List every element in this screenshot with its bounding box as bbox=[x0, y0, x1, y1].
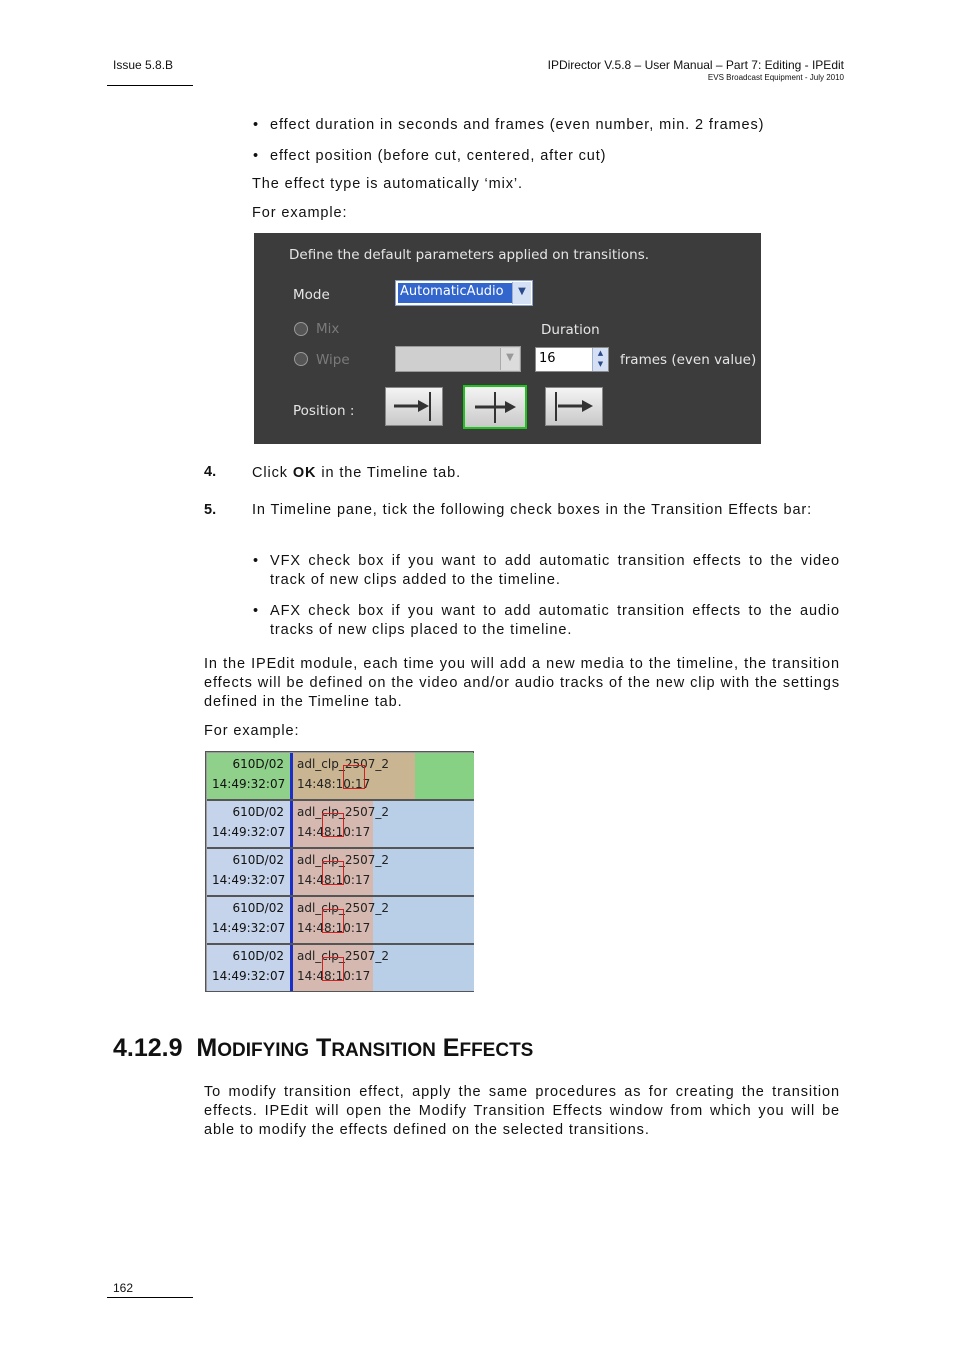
bullet-duration: • effect duration in seconds and frames (even number, min. 2 frames) bbox=[253, 117, 765, 133]
timeline-row[interactable] bbox=[207, 753, 474, 799]
mix-label: Mix bbox=[316, 321, 340, 337]
mix-radio[interactable] bbox=[294, 322, 308, 336]
stepper-arrows-icon[interactable]: ▲ ▼ bbox=[592, 348, 608, 371]
ipedit-paragraph: In the IPEdit module, each time you will add a new media to the timeline, the transition effects will be defined on the video and/or audio tracks of the new clip with the settings defined in the Timeline tab. bbox=[204, 656, 840, 710]
bullet-dot: • bbox=[253, 603, 259, 619]
document-title: IPDirector V.5.8 – User Manual – Part 7: Editing - IPEdit bbox=[547, 58, 844, 72]
transition-effect-icon[interactable] bbox=[322, 957, 344, 981]
wipe-label: Wipe bbox=[316, 352, 350, 368]
transition-defaults-dialog bbox=[254, 233, 761, 444]
duration-label: Duration bbox=[541, 322, 600, 338]
transition-effect-icon[interactable] bbox=[322, 813, 344, 837]
issue-label: Issue 5.8.B bbox=[113, 58, 174, 72]
track-source: 610D/02 14:49:32:07 bbox=[207, 945, 290, 991]
duration-value: 16 bbox=[539, 351, 556, 366]
clip-block[interactable]: adl_clp_2507_2 14:48:10:17 bbox=[293, 849, 474, 895]
position-centered-button[interactable] bbox=[463, 385, 527, 429]
transition-effect-icon[interactable] bbox=[322, 861, 344, 885]
mode-label: Mode bbox=[293, 287, 330, 303]
clip-block[interactable]: adl_clp_2507_2 14:48:10:17 bbox=[293, 753, 474, 799]
frames-label: frames (even value) bbox=[620, 352, 757, 368]
position-after-cut-button[interactable] bbox=[545, 387, 603, 426]
chevron-down-icon[interactable]: ▼ bbox=[512, 282, 531, 304]
bullet-vfx: • VFX check box if you want to add automatic transition effects to the video track of new clips added to the timeline. bbox=[253, 553, 840, 588]
step-5-number: 5. bbox=[204, 502, 217, 518]
step-4-number: 4. bbox=[204, 464, 217, 480]
track-source: 610D/02 14:49:32:07 bbox=[207, 849, 290, 895]
document-subtitle: EVS Broadcast Equipment - July 2010 bbox=[707, 73, 844, 82]
arrow-centered-icon bbox=[465, 387, 525, 427]
arrow-before-cut-icon bbox=[386, 388, 442, 425]
step-4-text: Click OK in the Timeline tab. bbox=[252, 465, 462, 481]
chevron-down-icon[interactable]: ▼ bbox=[500, 348, 519, 370]
track-source: 610D/02 14:49:32:07 bbox=[207, 801, 290, 847]
for-example-label-2: For example: bbox=[204, 723, 300, 739]
track-source: 610D/02 14:49:32:07 bbox=[207, 753, 290, 799]
timeline-row[interactable] bbox=[207, 801, 474, 847]
bullet-position: • effect position (before cut, centered, after cut) bbox=[253, 148, 607, 164]
wipe-type-dropdown[interactable] bbox=[395, 346, 521, 372]
modify-paragraph: To modify transition effect, apply the same procedures as for creating the transition effects. IPEdit will open the Modify Transition Effects window from which you will be able to modify the effects defined on the selected transitions. bbox=[204, 1084, 840, 1138]
mode-dropdown[interactable] bbox=[395, 280, 533, 306]
bullet-dot: • bbox=[253, 117, 259, 133]
page-number: 162 bbox=[113, 1281, 134, 1295]
position-before-cut-button[interactable] bbox=[385, 387, 443, 426]
for-example-label: For example: bbox=[252, 205, 348, 221]
header-rule bbox=[107, 85, 193, 86]
step-5-text: In Timeline pane, tick the following check boxes in the Transition Effects bar: bbox=[252, 502, 813, 518]
clip-block[interactable]: adl_clp_2507_2 14:48:10:17 bbox=[293, 897, 474, 943]
clip-block[interactable]: adl_clp_2507_2 14:48:10:17 bbox=[293, 801, 474, 847]
position-label: Position : bbox=[293, 403, 355, 419]
timeline-row[interactable] bbox=[207, 849, 474, 895]
bullet-dot: • bbox=[253, 148, 259, 164]
arrow-after-cut-icon bbox=[546, 388, 602, 425]
effect-type-paragraph: The effect type is automatically ‘mix’. bbox=[252, 176, 523, 192]
bullet-afx: • AFX check box if you want to add automatic transition effects to the audio tracks of new clips placed to the timeline. bbox=[253, 603, 840, 638]
clip-block[interactable]: adl_clp_2507_2 14:48:10:17 bbox=[293, 945, 474, 991]
timeline-row[interactable] bbox=[207, 897, 474, 943]
duration-stepper[interactable] bbox=[535, 347, 609, 372]
mode-selected-value: AutomaticAudio bbox=[398, 283, 512, 303]
transition-effect-icon[interactable] bbox=[322, 909, 344, 933]
section-heading: 4.12.9 MODIFYING TRANSITION EFFECTS bbox=[113, 1034, 534, 1062]
dialog-heading: Define the default parameters applied on transitions. bbox=[289, 247, 650, 263]
timeline-row[interactable] bbox=[207, 945, 474, 991]
track-source: 610D/02 14:49:32:07 bbox=[207, 897, 290, 943]
footer-rule bbox=[107, 1297, 193, 1298]
wipe-radio[interactable] bbox=[294, 352, 308, 366]
transition-effect-icon[interactable] bbox=[343, 765, 365, 789]
bullet-dot: • bbox=[253, 553, 259, 569]
timeline-screenshot bbox=[205, 751, 474, 992]
